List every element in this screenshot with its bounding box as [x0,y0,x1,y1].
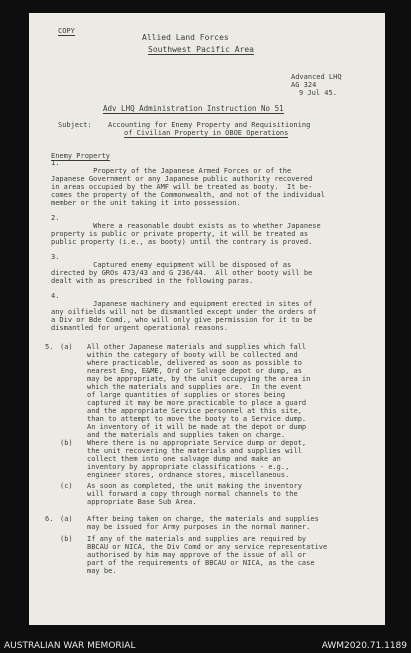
org-heading: Allied Land Forces [142,33,229,42]
para-line: If any of the materials and supplies are required by [87,535,307,543]
copy-stamp: COPY [58,27,75,35]
para-line: collect them into one salvage dump and make an [87,455,281,463]
body-line: property is public or private property, it will be treated as [51,230,309,238]
caption-bar [0,638,411,653]
para-line: As soon as completed, the unit making the inventory [87,482,302,490]
body-line: Japanese machinery and equipment erected in sites of [51,300,313,308]
document-page [29,13,385,625]
para-line: part of the requirements of BBCAU or NICA, as the case [87,559,315,567]
para-line: BBCAU or NICA, the Div Comd or any service representative [87,543,328,551]
para-line: inventory by appropriate classifications - e.g., [87,463,290,471]
para-line: Where there is no appropriate Service dump or depot, [87,439,307,447]
para-line: and the materials and supplies taken on charge. [87,431,286,439]
para-line: An inventory of it will be made at the depot or dump [87,423,307,431]
hq-label: Advanced LHQ [291,73,342,81]
body-line: directed by GROs 473/43 and G 236/44. All other booty will be [51,269,313,277]
document-date: 9 Jul 45. [299,89,337,97]
para-line: captured it may be more practicable to place a guard [87,399,307,407]
para-sub-letter: (a) [60,515,73,523]
body-line: member or the unit taking it into possession. [51,199,241,207]
para-line: authorised by him may approve of the issue of all or [87,551,307,559]
body-line: 1. [51,159,60,167]
para-line: engineer stores, ordnance stores, miscellaneous. [87,471,290,479]
archive-name: AUSTRALIAN WAR MEMORIAL [4,641,136,651]
para-line: appropriate Base Sub Area. [87,498,197,506]
para-line: All other Japanese materials and supplies which fall [87,343,307,351]
para-line: of large quantities of supplies or stores being [87,391,286,399]
body-line: a Div or Bde Comd., who will only give permission for it to be [51,316,313,324]
body-line: in areas occupied by the AMF will be treated as booty. It be- [51,183,313,191]
instruction-title: Adv LHQ Administration Instruction No 51 [103,104,284,113]
para-number: 6. [45,515,54,523]
para-line: and the appropriate Service personnel at this site, [87,407,302,415]
para-line: nearest Eng, E&ME, Ord or Salvage depot or dump, as [87,367,302,375]
area-heading: Southwest Pacific Area [148,45,254,54]
para-number: 5. [45,343,54,351]
body-line: Where a reasonable doubt exists as to whether Japanese [51,222,321,230]
subject-line-1: Accounting for Enemy Property and Requisitioning [108,121,311,129]
para-line: may be issued for Army purposes in the normal manner. [87,523,311,531]
body-line: comes the property of the Commonwealth, and not of the individual [51,191,325,199]
body-line: Property of the Japanese Armed Forces or of the [51,167,292,175]
para-line: may be appropriate, by the unit occupying the area in [87,375,311,383]
para-line: than to attempt to move the booty to a Service dump. [87,415,307,423]
body-line: Captured enemy equipment will be disposed of as [51,261,292,269]
body-line: dismantled for urgent operational reasons. [51,324,229,332]
para-line: the unit recovering the materials and supplies will [87,447,302,455]
para-line: where practicable, delivered as soon as possible to [87,359,302,367]
para-line: may be. [87,567,117,575]
body-line: public property (i.e., as booty) until the contrary is proved. [51,238,313,246]
subject-label: Subject: [58,121,92,129]
para-sub-letter: (b) [60,535,73,543]
para-line: within the category of booty will be collected and [87,351,298,359]
body-line: 4. [51,292,60,300]
para-line: which the materials and supplies are. In the event [87,383,302,391]
section-heading: Enemy Property [51,152,111,160]
body-line: dealt with as prescribed in the following paras. [51,277,254,285]
body-line: Japanese Government or any Japanese public authority recovered [51,175,313,183]
para-line: After being taken on charge, the materials and supplies [87,515,319,523]
subject-line-2: of Civilian Property in OBOE Operations [124,129,289,137]
para-sub-letter: (c) [60,482,73,490]
body-line: 2. [51,214,60,222]
body-line: any oilfields will not be dismantled except under the orders of [51,308,317,316]
para-sub-letter: (b) [60,439,73,447]
body-line: 3. [51,253,60,261]
ref-number: AG 324 [291,81,317,89]
para-line: will forward a copy through normal channels to the [87,490,298,498]
para-sub-letter: (a) [60,343,73,351]
archive-id: AWM2020.71.1189 [321,641,407,651]
